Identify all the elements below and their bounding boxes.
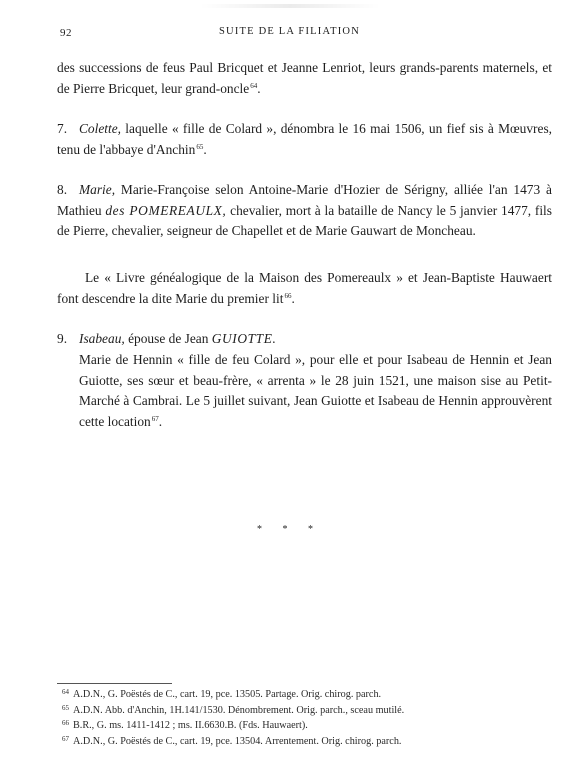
footnotes <box>62 686 542 748</box>
entry-name: Marie, <box>79 182 116 197</box>
continuation-text: des successions de feus Paul Bricquet et Jeanne Lenriot, leurs grands-parents maternels, et de Pierre Bricquet, leur grand-oncle <box>57 60 552 96</box>
footnote-67 <box>62 733 542 749</box>
footnote-mark: 67 <box>62 734 69 743</box>
footnote-rule <box>57 683 172 684</box>
spouse-name: GUIOTTE. <box>211 331 277 346</box>
footnote-ref-67: 67 <box>151 414 159 423</box>
footnote-ref-64: 64 <box>250 81 258 90</box>
scan-shadow <box>200 4 380 8</box>
paragraph-text: Marie de Hennin « fille de feu Colard », pour elle et pour Isabeau de Hennin et Jean Guiotte, ses sœur et beau-frère, « arrenta » le 28 juin 1521, une maison sise au Petit-Marché à Cambrai. Le 5 juillet suivant, Jean Guiotte et Isabeau de Hennin approuvèrent cette location <box>79 352 552 429</box>
entry-number: 7. <box>57 121 68 136</box>
entry-text: laquelle « fille de Colard », dénombra le 16 mai 1506, un fief sis à Mœuvres, tenu de l'abbaye d'Anchin <box>57 121 552 157</box>
footnote-text: B.R., G. ms. 1411-1412 ; ms. II.6630.B. (Fds. Hauwaert). <box>73 720 308 732</box>
entry-8-paragraph-2: Le « Livre généalogique de la Maison des Pomereaulx » et Jean-Baptiste Hauwaert font descendre la dite Marie du premier lit$^{66}$. <box>57 270 552 306</box>
entry-text: épouse de Jean <box>124 331 212 346</box>
footnote-64 <box>62 686 542 702</box>
entry-7: 7. Colette, laquelle « fille de Colard », dénombra le 16 mai 1506, un fief sis à Mœuvres, tenu de l'abbaye d'Anchin$^{65}$. <box>57 121 552 157</box>
footnote-mark: 66 <box>62 719 69 728</box>
page-number: 92 <box>60 27 72 39</box>
entry-number: 9. <box>57 331 68 346</box>
entry-8 <box>57 180 552 242</box>
entry-name: Isabeau, <box>79 331 125 346</box>
running-title: SUITE DE LA FILIATION <box>219 26 360 37</box>
footnote-mark: 64 <box>62 688 69 696</box>
footnote-mark: 65 <box>62 703 69 712</box>
entry-name: Colette, <box>79 121 122 136</box>
paragraph-text: Le « Livre généalogique de la Maison des Pomereaulx » et Jean-Baptiste Hauwaert font descendre la dite Marie du premier lit <box>57 270 552 306</box>
entry-text: Marie-Françoise selon Antoine-Marie d'Hozier de Sérigny, alliée l'an 1473 à Mathieu <box>57 182 552 218</box>
footnote-66 <box>62 717 542 733</box>
continuation-paragraph: des successions de feus Paul Bricquet et Jeanne Lenriot, leurs grands-parents maternels, et de Pierre Bricquet, leur grand-oncle$^{64}$. <box>57 60 552 96</box>
section-separator: * * * <box>257 524 322 535</box>
footnote-65 <box>62 702 542 718</box>
spouse-name: des POMEREAULX, <box>105 202 227 218</box>
entry-number: 8. <box>57 182 68 197</box>
footnote-text: A.D.N. Abb. d'Anchin, 1H.141/1530. Dénombrement. Orig. parch., sceau mutilé. <box>73 704 405 716</box>
entry-text-continued: chevalier, mort à la bataille de Nancy le 5 janvier 1477, fils de Pierre, chevalier, seigneur de Chapellet et de Marie Gauwart de Moncheau. <box>57 202 552 238</box>
footnote-text: A.D.N., G. Poëstés de C., cart. 19, pce. 13505. Partage. Orig. chirog. parch. <box>73 689 382 700</box>
footnote-text: A.D.N., G. Poëstés de C., cart. 19, pce. 13504. Arrentement. Orig. chirog. parch. <box>73 735 402 747</box>
entry-9-paragraph-2: Marie de Hennin « fille de feu Colard », pour elle et pour Isabeau de Hennin et Jean Guiotte, ses sœur et beau-frère, « arrenta » le 28 juin 1521, une maison sise au Petit-Marché à Cambrai. Le 5 juillet suivant, Jean Guiotte et Isabeau de Hennin approuvèrent cette location$^{67}$. <box>79 352 552 429</box>
footnote-ref-65: 65 <box>196 142 204 151</box>
footnote-ref-66: 66 <box>284 291 292 300</box>
entry-9 <box>57 329 552 350</box>
